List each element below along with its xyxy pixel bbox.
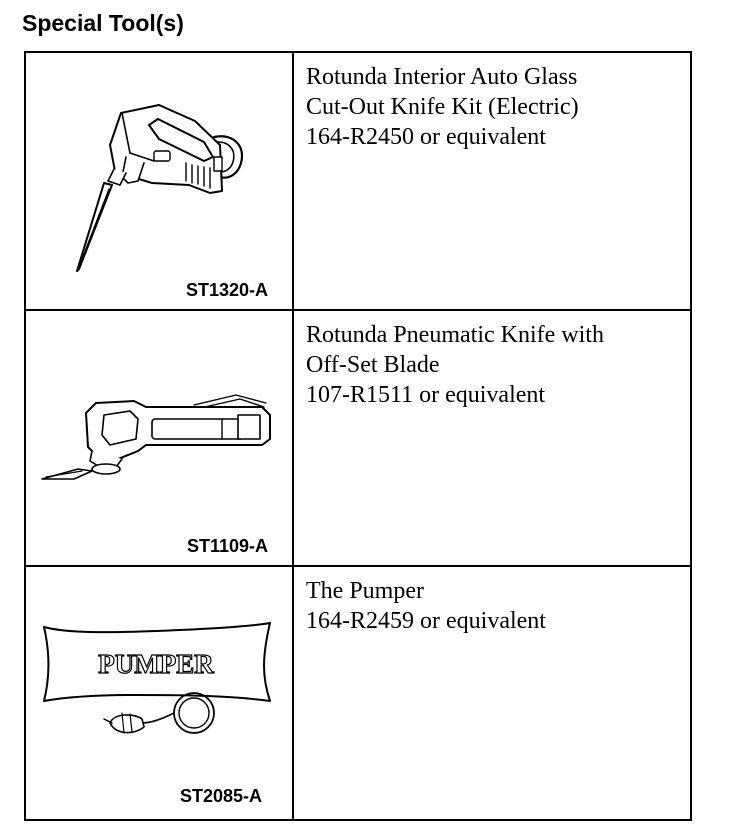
- tool-part-number: 164-R2450 or equivalent: [306, 124, 546, 150]
- tool-name-line: The Pumper: [306, 578, 424, 604]
- tool-reference-code: ST1109-A: [186, 536, 268, 556]
- tool-description-cell: [294, 311, 690, 565]
- page-title: Special Tool(s): [22, 10, 184, 36]
- special-tools-table: [24, 51, 692, 821]
- tool-name-line: Rotunda Pneumatic Knife with: [306, 322, 604, 348]
- tool-name-line: Rotunda Interior Auto Glass: [306, 64, 578, 90]
- tool-part-number: 164-R2459 or equivalent: [306, 608, 546, 634]
- tool-part-number: 107-R1511 or equivalent: [306, 382, 546, 408]
- tool-row-st1109: [26, 309, 690, 565]
- tool-illustration-cell: [26, 53, 294, 309]
- tool-reference-code: ST2085-A: [179, 786, 262, 806]
- tool-illustration-cell: [26, 311, 294, 565]
- pneumatic-knife-icon: [26, 311, 292, 565]
- pumper-bag-label: PUMPER: [98, 649, 214, 679]
- tool-name-line: Off-Set Blade: [306, 352, 440, 378]
- tool-reference-code: ST1320-A: [185, 280, 268, 300]
- tool-row-st1320: [26, 53, 690, 309]
- tool-illustration-cell: [26, 567, 294, 819]
- tool-name-line: Cut-Out Knife Kit (Electric): [306, 94, 579, 120]
- pumper-bag-icon: [26, 567, 292, 819]
- electric-cut-out-knife-icon: [26, 53, 292, 309]
- tool-description-cell: [294, 567, 690, 819]
- tool-row-st2085: [26, 565, 690, 819]
- tool-description-cell: [294, 53, 690, 309]
